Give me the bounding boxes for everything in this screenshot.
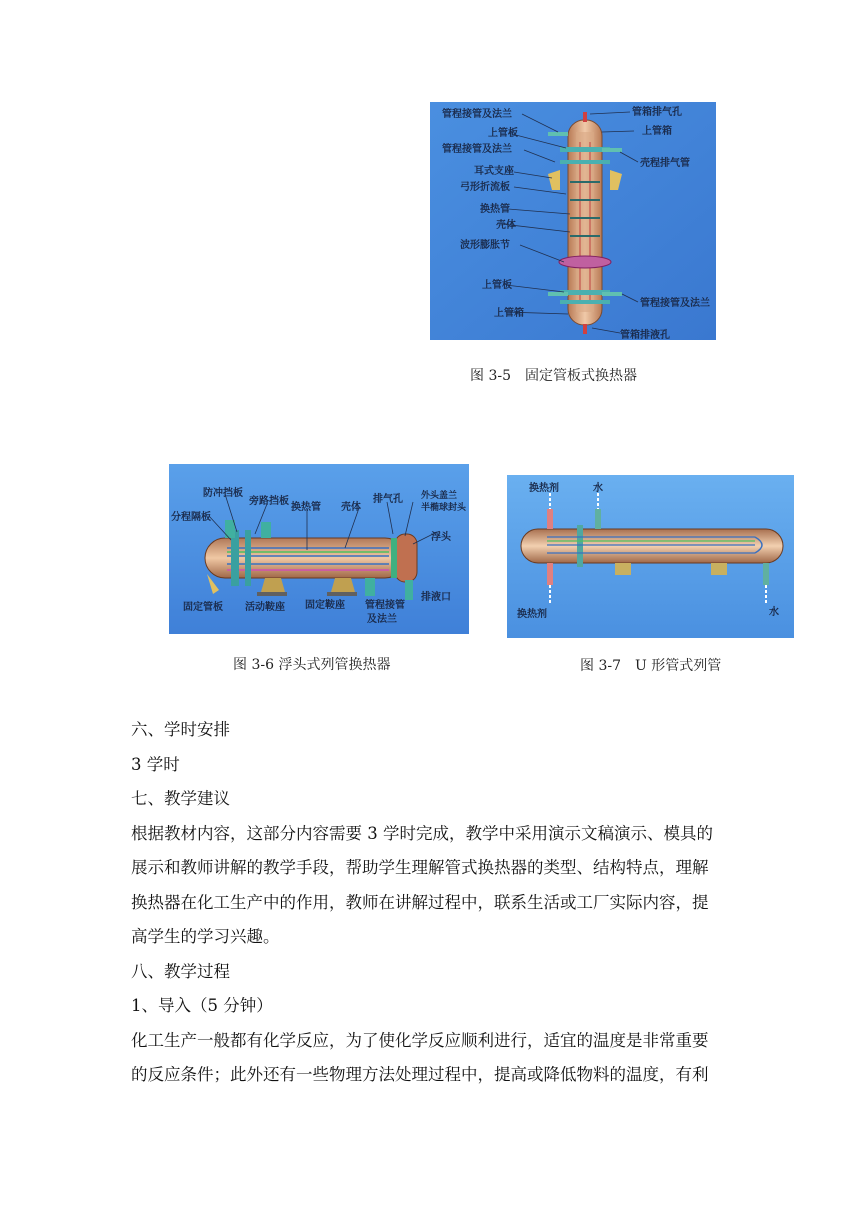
fig35-label-l7: 波形膨胀节	[460, 240, 510, 251]
fig35-label-l6: 壳体	[496, 220, 516, 231]
fig35-label-l4: 弓形折流板	[460, 182, 510, 193]
fig36-label-t8: 浮头	[431, 532, 451, 543]
fig35-label-l9: 上管箱	[494, 308, 524, 319]
fig37-label-1: 水	[593, 483, 603, 494]
fig36-label-t1: 旁路挡板	[249, 496, 289, 507]
section-8-heading: 八、教学过程	[131, 961, 230, 981]
body-text	[131, 713, 731, 1093]
fig35-label-l0: 管程接管及法兰	[442, 109, 512, 120]
section-7-line: 换热器在化工生产中的作用，教师在讲解过程中，联系生活或工厂实际内容，提	[131, 892, 709, 912]
fig36-label-t5: 外头盖兰	[421, 491, 458, 501]
section-7-heading: 七、教学建议	[131, 789, 230, 808]
fig35-label-l5: 换热管	[480, 204, 510, 215]
fig35-label-l3: 耳式支座	[474, 166, 514, 177]
section-6-heading: 六、学时安排	[131, 720, 230, 739]
figure-3-6-image	[169, 464, 469, 634]
fig35-label-r0: 管箱排气孔	[632, 107, 682, 118]
fig35-label-r1: 上管箱	[642, 126, 672, 137]
fig35-label-l2: 管程接管及法兰	[442, 144, 512, 155]
fig35-label-l1: 上管板	[488, 128, 518, 139]
fig36-label-b2: 固定鞍座	[305, 600, 345, 611]
figure-3-5-image	[430, 102, 716, 340]
fig36-label-t4: 排气孔	[373, 494, 403, 505]
fig36-label-b1: 活动鞍座	[245, 602, 285, 613]
figure-3-5-caption: 图 3-5 固定管板式换热器	[470, 368, 637, 384]
section-7-line: 高学生的学习兴趣。	[131, 927, 280, 946]
fig37-label-2: 换热剂	[517, 609, 547, 620]
fig35-label-l8: 上管板	[482, 280, 512, 291]
fig36-label-b0: 固定管板	[183, 602, 223, 613]
section-8-line: 的反应条件；此外还有一些物理方法处理过程中，提高或降低物料的温度，有利	[131, 1065, 709, 1084]
section-7-line: 展示和教师讲解的教学手段，帮助学生理解管式换热器的类型、结构特点，理解	[131, 858, 709, 877]
figure-3-7-image	[507, 475, 794, 638]
fig36-label-t7: 分程隔板	[171, 512, 211, 523]
fig35-label-r4: 管箱排液孔	[620, 330, 670, 340]
fig36-label-t2: 换热管	[291, 502, 321, 513]
section-6-body: 3 学时	[131, 754, 180, 774]
figure-3-7-caption: 图 3-7 U 形管式列管	[580, 658, 722, 674]
fig36-label-b3: 管程接管	[365, 600, 405, 611]
section-7-line: 根据教材内容，这部分内容需要 3 学时完成，教学中采用演示文稿演示、模具的	[131, 823, 713, 843]
fig37-label-0: 换热剂	[529, 483, 559, 494]
fig36-label-t0: 防冲挡板	[203, 488, 243, 499]
fig35-label-r2: 壳程排气管	[640, 158, 690, 169]
fig35-label-r3: 管程接管及法兰	[640, 298, 710, 309]
fig36-label-b5: 排液口	[421, 592, 451, 603]
fig36-label-b4: 及法兰	[367, 614, 397, 625]
fig37-label-3: 水	[769, 607, 779, 618]
section-8-line: 化工生产一般都有化学反应，为了使化学反应顺利进行，适宜的温度是非常重要	[131, 1030, 709, 1050]
figure-3-6-caption: 图 3-6 浮头式列管换热器	[233, 657, 391, 673]
section-8-subheading: 1、导入（5 分钟）	[131, 996, 273, 1015]
fig36-label-t6: 半椭球封头	[421, 503, 467, 513]
fig36-label-t3: 壳体	[341, 502, 361, 513]
